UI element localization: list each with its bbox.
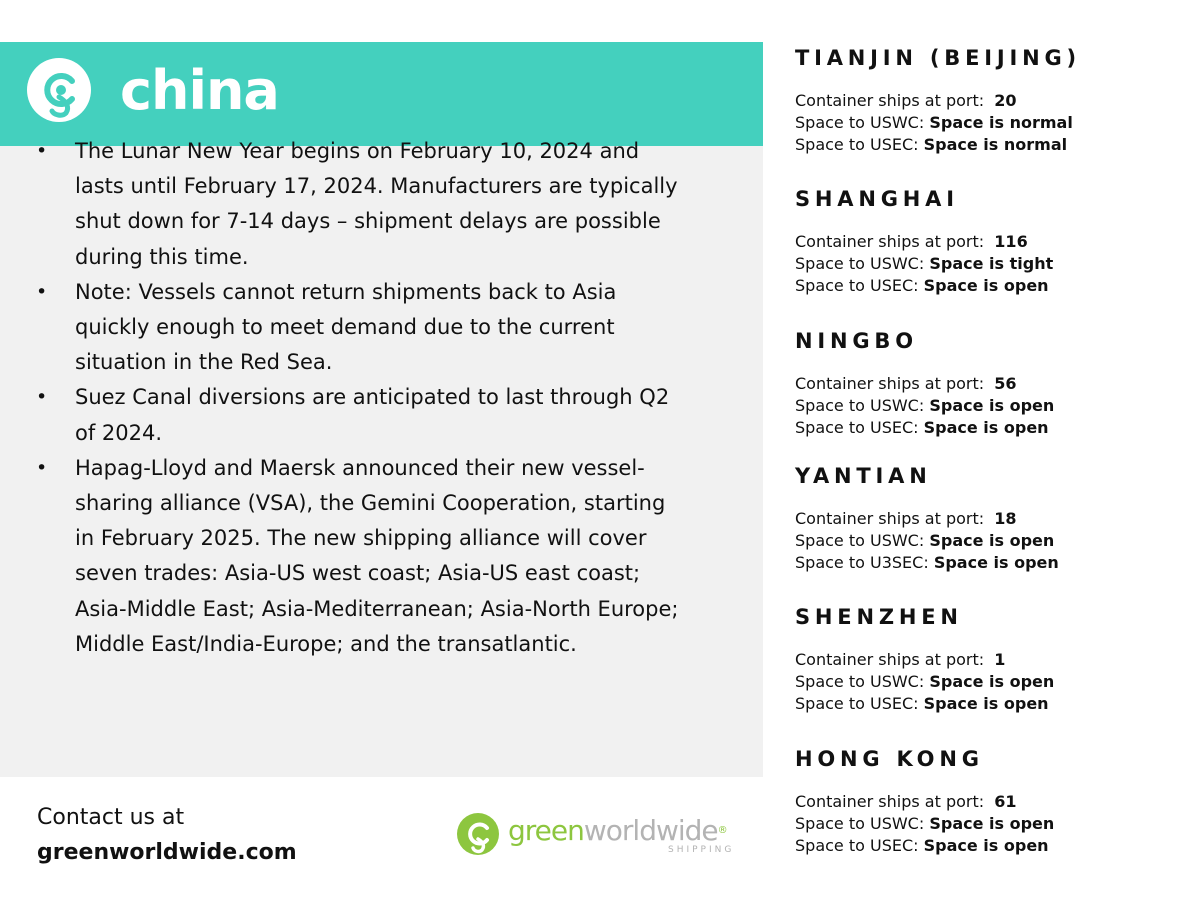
brand-green-text: green: [508, 814, 584, 847]
bullet-icon: •: [36, 140, 48, 162]
ships-line: [795, 508, 1195, 530]
bullet-text: Suez Canal diversions are anticipated to last through Q2 of 2024.: [75, 385, 670, 445]
usec-status: Space is normal: [923, 135, 1068, 154]
usec-label: Space to USEC:: [795, 135, 919, 154]
port-details: [795, 508, 1195, 574]
uswc-status: Space is open: [929, 531, 1055, 550]
port-card: [795, 603, 1195, 715]
page-title: china: [120, 59, 279, 122]
uswc-status: Space is normal: [929, 113, 1073, 132]
ships-count: 20: [994, 91, 1017, 110]
contact-block: [37, 800, 297, 870]
port-card: [795, 462, 1195, 574]
bullet-text: Note: Vessels cannot return shipments back to Asia quickly enough to meet demand due to the current situation in the Red Sea.: [75, 279, 617, 375]
list-item: [36, 380, 686, 450]
uswc-line: [795, 253, 1195, 275]
usec-status: Space is open: [923, 694, 1049, 713]
website-link[interactable]: greenworldwide.com: [37, 840, 297, 865]
ships-line: [795, 649, 1195, 671]
port-details: [795, 373, 1195, 439]
news-bullet-list: [36, 134, 686, 662]
brand-wordmark: [508, 814, 727, 848]
usec-label: Space to USEC:: [795, 418, 919, 437]
brand-gray-text: worldwide: [583, 814, 718, 847]
port-card: [795, 745, 1195, 857]
bullet-text: Hapag-Lloyd and Maersk announced their new vessel-sharing alliance (VSA), the Gemini Cooperation, starting in February 2025. The new shipping alliance will cover seven trades: Asia-US west coast; Asia-US east coast; Asia-Middle East; Asia-Mediterranean; Asia-North Europe; Middle East/India-Europe; and the transatlantic.: [75, 455, 679, 656]
ships-count: 1: [994, 650, 1006, 669]
contact-label: Contact us at: [37, 805, 185, 830]
bullet-icon: •: [36, 386, 48, 409]
usec-label: Space to USEC:: [795, 694, 919, 713]
company-swirl-logo-icon: [26, 57, 92, 123]
usec-status: Space is open: [923, 418, 1049, 437]
registered-mark: ®: [717, 825, 727, 836]
usec-status: Space is open: [923, 836, 1049, 855]
uswc-label: Space to USWC:: [795, 254, 925, 273]
bullet-icon: •: [36, 456, 48, 479]
usec-line: [795, 693, 1195, 715]
port-card: [795, 327, 1195, 439]
port-name: TIANJIN (BEIJING): [795, 46, 1081, 70]
uswc-label: Space to USWC:: [795, 396, 925, 415]
brand-logo: [456, 812, 756, 858]
list-item: [36, 134, 686, 275]
uswc-status: Space is open: [929, 672, 1055, 691]
usec-status: Space is open: [923, 276, 1049, 295]
port-name: NINGBO: [795, 329, 918, 353]
ships-label: Container ships at port:: [795, 509, 985, 528]
uswc-line: [795, 530, 1195, 552]
ships-line: [795, 231, 1195, 253]
uswc-status: Space is tight: [929, 254, 1054, 273]
port-card: [795, 185, 1195, 297]
uswc-label: Space to USWC:: [795, 814, 925, 833]
port-details: [795, 231, 1195, 297]
ships-count: 56: [994, 374, 1017, 393]
usec-label: Space to U3SEC:: [795, 553, 929, 572]
brand-subtitle: SHIPPING: [668, 845, 735, 855]
ships-count: 116: [994, 232, 1028, 251]
ships-line: [795, 90, 1195, 112]
ships-label: Container ships at port:: [795, 374, 985, 393]
port-card: [795, 44, 1195, 156]
uswc-label: Space to USWC:: [795, 672, 925, 691]
usec-line: [795, 275, 1195, 297]
usec-status: Space is open: [933, 553, 1059, 572]
port-details: [795, 791, 1195, 857]
uswc-line: [795, 112, 1195, 134]
uswc-status: Space is open: [929, 814, 1055, 833]
uswc-line: [795, 671, 1195, 693]
list-item: [36, 451, 686, 662]
uswc-label: Space to USWC:: [795, 531, 925, 550]
uswc-status: Space is open: [929, 396, 1055, 415]
usec-line: [795, 835, 1195, 857]
port-details: [795, 649, 1195, 715]
greenworldwide-logo-icon: [456, 812, 500, 856]
ships-line: [795, 791, 1195, 813]
ships-line: [795, 373, 1195, 395]
ships-count: 61: [994, 792, 1017, 811]
port-details: [795, 90, 1195, 156]
uswc-line: [795, 813, 1195, 835]
ships-label: Container ships at port:: [795, 91, 985, 110]
usec-line: [795, 552, 1195, 574]
ships-label: Container ships at port:: [795, 650, 985, 669]
ships-label: Container ships at port:: [795, 792, 985, 811]
list-item: [36, 275, 686, 381]
ships-count: 18: [994, 509, 1017, 528]
uswc-label: Space to USWC:: [795, 113, 925, 132]
port-name: HONG KONG: [795, 747, 984, 771]
country-banner: [0, 42, 763, 146]
port-name: SHENZHEN: [795, 605, 963, 629]
usec-line: [795, 134, 1195, 156]
uswc-line: [795, 395, 1195, 417]
ships-label: Container ships at port:: [795, 232, 985, 251]
usec-label: Space to USEC:: [795, 836, 919, 855]
usec-label: Space to USEC:: [795, 276, 919, 295]
port-name: SHANGHAI: [795, 187, 959, 211]
usec-line: [795, 417, 1195, 439]
port-name: YANTIAN: [795, 464, 932, 488]
bullet-icon: •: [36, 280, 48, 303]
bullet-text: The Lunar New Year begins on February 10, 2024 and lasts until February 17, 2024. Manufacturers are typically shut down for 7-14 days – shipment delays are possible during this time.: [75, 139, 678, 269]
